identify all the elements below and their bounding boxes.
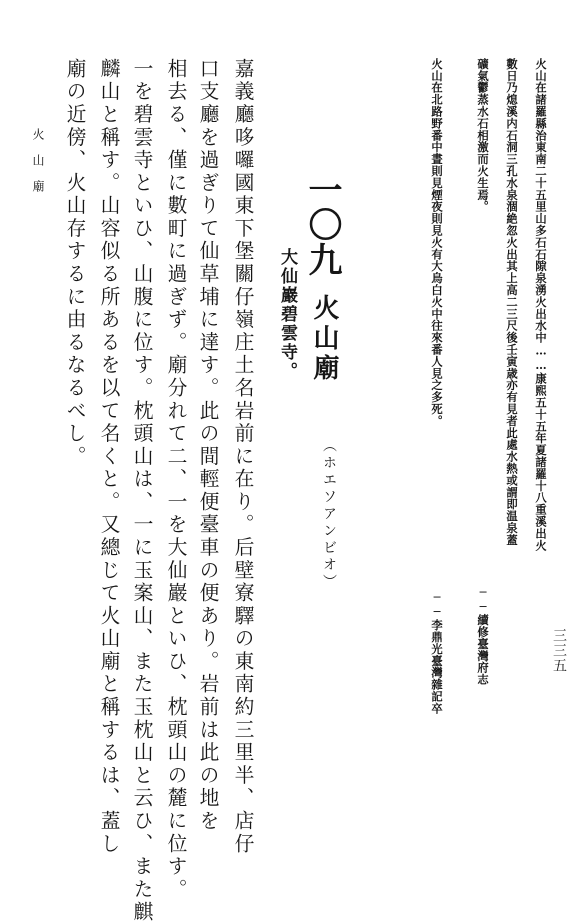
note-text: 火山在諸羅縣治東南二十五里山多石石隙泉湧火出水中……康熙五十五年夏諸羅十八重溪出火: [534, 58, 548, 552]
section-reading: [318, 438, 336, 608]
body-line-text: 廟の近傍、火山存するに由るなるべし。: [63, 58, 86, 469]
section-number: [299, 172, 342, 292]
running-head: [28, 128, 44, 248]
body-line-5: [94, 58, 120, 856]
section-number-text: 一〇九: [302, 172, 342, 277]
section-title: [305, 294, 337, 414]
note-source-2: [428, 590, 442, 790]
note-source: ──李鼎光臺灣雜記卒: [430, 590, 444, 715]
body-line-text: 相去る、僅に數町に過ぎず。廟分れて二、一を大仙巖といひ、枕頭山の麓に位す。: [164, 58, 187, 902]
note-column-2: [503, 58, 517, 770]
body-line-3: [161, 58, 187, 902]
running-head-text: 火山廟: [31, 128, 45, 206]
note-column-1: [532, 58, 546, 770]
note-source: ──續修臺灣府志: [476, 585, 490, 686]
section-reading-text: （ホエソアンビオ）: [321, 438, 337, 591]
body-line-4: [127, 58, 153, 924]
section-title-text: 火山廟: [309, 294, 339, 384]
page-number-text: 三三五: [551, 628, 567, 673]
body-line-1: [228, 58, 254, 856]
body-line-text: 口支廳を過ぎりて仙草埔に達す。此の間輕便臺車の便あり。岩前は此の地を: [196, 58, 219, 833]
body-line-text: 嘉義廳哆囉國東下堡關仔嶺庄土名岩前に在り。后壁寮驛の東南約三里半、店仔: [231, 58, 254, 856]
note-text: 數日乃熄溪内石洞三孔水泉涸絶忽火出其上高二三尺後壬寅歳亦有見者此處水熱或謂即温泉蓋: [505, 58, 519, 546]
body-line-6: [60, 58, 84, 798]
section-subtitle: [273, 248, 295, 438]
note-text: 火山在北路野番中晝則見煙夜則見火有大烏白火中往來番人見之多死。: [430, 58, 444, 427]
page-number: [548, 628, 566, 688]
note-source-1: [474, 585, 488, 775]
section-subtitle-text: 大仙巖碧雲寺。: [277, 248, 297, 381]
body-line-text: 麟山と稱す。山容似る所あるを以て名くと。又總じて火山廟と稱するは、蓋し: [97, 58, 120, 856]
body-line-text: 一を碧雲寺といひ、山腹に位す。枕頭山は、一に玉案山、また玉枕山と云ひ、また麒: [130, 58, 153, 924]
note-text: 礦氣鬱蒸水石相激而火生焉。: [476, 58, 490, 213]
body-line-2: [193, 58, 219, 833]
note-column-4: [428, 58, 442, 618]
